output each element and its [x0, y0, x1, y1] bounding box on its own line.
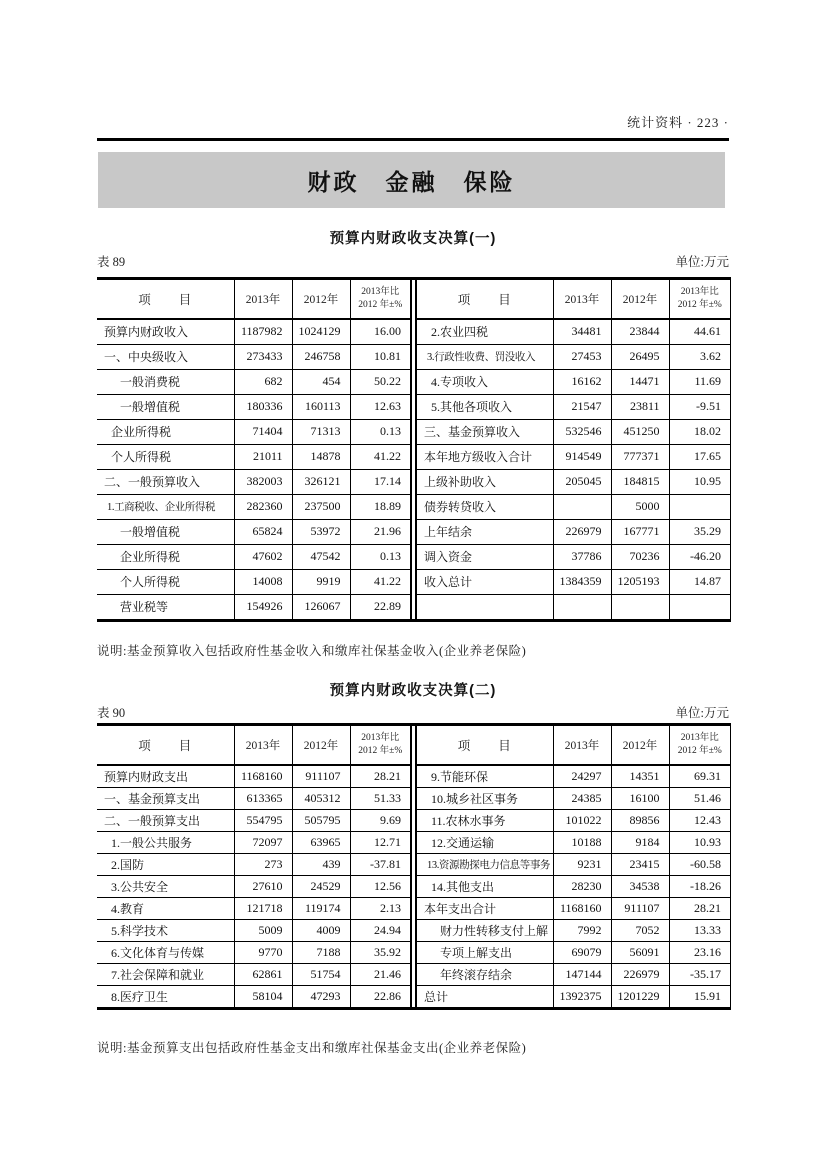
pct-cell: 14.87 — [669, 569, 730, 594]
pct-cell: 41.22 — [350, 444, 411, 469]
table-row — [416, 853, 730, 875]
value-2012-cell: 184815 — [611, 469, 669, 494]
year-2013-header: 2013年 — [553, 280, 611, 319]
table90-meta — [97, 703, 729, 721]
item-cell: 一般增值税 — [120, 525, 181, 539]
pct-cell: -46.20 — [669, 544, 730, 569]
table-row — [416, 963, 730, 985]
value-2012-cell: 63965 — [292, 831, 350, 853]
value-2013-cell: 282360 — [234, 494, 292, 519]
table-row — [97, 494, 411, 519]
table-row — [416, 519, 730, 544]
item-cell: 3.行政性收费、罚没收入 — [427, 352, 536, 363]
item-cell: 4.专项收入 — [431, 375, 489, 389]
value-2012-cell: 454 — [292, 369, 350, 394]
table-row — [97, 963, 411, 985]
item-cell: 预算内财政支出 — [104, 769, 189, 784]
item-col-header: 项 目 — [457, 293, 512, 307]
value-2013-cell: 21547 — [553, 394, 611, 419]
value-2013-cell: 9231 — [553, 853, 611, 875]
table-row — [97, 897, 411, 919]
table-row — [97, 419, 411, 444]
item-cell: 一般增值税 — [120, 400, 181, 414]
value-2012-cell: 439 — [292, 853, 350, 875]
value-2013-cell: 205045 — [553, 469, 611, 494]
table-header-row — [97, 726, 411, 765]
pct-header-line1: 2013年比 — [680, 287, 719, 298]
pct-cell: 15.91 — [669, 985, 730, 1007]
value-2012-cell: 24529 — [292, 875, 350, 897]
item-cell: 3.公共安全 — [111, 879, 169, 894]
pct-col-header — [669, 726, 730, 765]
pct-cell: 50.22 — [350, 369, 411, 394]
value-2012-cell: 119174 — [292, 897, 350, 919]
value-2012-cell: 451250 — [611, 419, 669, 444]
pct-cell: 17.65 — [669, 444, 730, 469]
pct-cell: 24.94 — [350, 919, 411, 941]
value-2013-cell: 147144 — [553, 963, 611, 985]
item-cell: 企业所得税 — [120, 550, 181, 564]
value-2012-cell: 53972 — [292, 519, 350, 544]
value-2013-cell: 532546 — [553, 419, 611, 444]
value-2012-cell: 126067 — [292, 594, 350, 619]
value-2013-cell: 16162 — [553, 369, 611, 394]
table-row — [416, 569, 730, 594]
pct-header-line2: 2012 年±% — [677, 300, 722, 310]
table-row — [416, 544, 730, 569]
table-row — [416, 765, 730, 787]
pct-cell: 51.33 — [350, 787, 411, 809]
item-cell: 收入总计 — [424, 575, 473, 589]
item-cell: 预算内财政收入 — [104, 325, 189, 340]
table89-left-body — [97, 319, 411, 619]
value-2012-cell: 71313 — [292, 419, 350, 444]
table-row — [416, 787, 730, 809]
table90 — [97, 723, 731, 1010]
value-2013-cell: 682 — [234, 369, 292, 394]
item-cell: 上级补助收入 — [424, 475, 497, 489]
item-cell: 9.节能环保 — [431, 769, 489, 784]
value-2012-cell: 226979 — [611, 963, 669, 985]
value-2013-cell — [553, 594, 611, 619]
pct-cell: -37.81 — [350, 853, 411, 875]
pct-cell: 10.93 — [669, 831, 730, 853]
pct-header-line2: 2012 年±% — [358, 746, 403, 756]
table-row — [97, 831, 411, 853]
value-2012-cell: 4009 — [292, 919, 350, 941]
value-2012-cell: 7188 — [292, 941, 350, 963]
pct-cell: 12.56 — [350, 875, 411, 897]
value-2013-cell: 7992 — [553, 919, 611, 941]
pct-cell: 18.02 — [669, 419, 730, 444]
item-cell: 8.医疗卫生 — [111, 989, 169, 1004]
item-cell: 5.其他各项收入 — [431, 400, 513, 414]
year-2013-header: 2013年 — [234, 726, 292, 765]
value-2013-cell: 47602 — [234, 544, 292, 569]
pct-cell: 51.46 — [669, 787, 730, 809]
table-row — [97, 853, 411, 875]
value-2012-cell: 47293 — [292, 985, 350, 1007]
item-cell: 5.科学技术 — [111, 923, 169, 938]
item-cell: 个人所得税 — [120, 575, 181, 589]
value-2013-cell: 1187982 — [234, 319, 292, 344]
year-2012-header: 2012年 — [292, 726, 350, 765]
value-2013-cell: 154926 — [234, 594, 292, 619]
year-2012-header: 2012年 — [611, 280, 669, 319]
pct-cell: 18.89 — [350, 494, 411, 519]
item-cell: 2.国防 — [111, 857, 145, 872]
item-cell: 12.交通运输 — [431, 835, 495, 850]
value-2013-cell: 24297 — [553, 765, 611, 787]
value-2012-cell: 1205193 — [611, 569, 669, 594]
pct-cell: 22.86 — [350, 985, 411, 1007]
pct-cell: 0.13 — [350, 419, 411, 444]
table-row — [97, 519, 411, 544]
value-2013-cell: 65824 — [234, 519, 292, 544]
value-2013-cell: 58104 — [234, 985, 292, 1007]
value-2012-cell: 326121 — [292, 469, 350, 494]
table89-unit: 单位:万元 — [675, 255, 729, 269]
value-2012-cell: 167771 — [611, 519, 669, 544]
pct-header-line1: 2013年比 — [361, 287, 400, 298]
value-2012-cell: 14471 — [611, 369, 669, 394]
pct-col-header — [669, 280, 730, 319]
item-cell: 一般消费税 — [120, 375, 181, 389]
value-2012-cell: 23844 — [611, 319, 669, 344]
item-cell: 13.资源勘探电力信息等事务 — [427, 859, 551, 871]
value-2012-cell: 1024129 — [292, 319, 350, 344]
table89-number: 表 89 — [97, 255, 126, 269]
table90-right-half — [415, 726, 730, 1007]
table89-meta — [97, 252, 729, 270]
value-2012-cell — [611, 594, 669, 619]
table-header-row — [416, 726, 730, 765]
value-2013-cell: 180336 — [234, 394, 292, 419]
item-cell: 一、中央级收入 — [104, 350, 189, 364]
item-cell: 个人所得税 — [111, 450, 172, 464]
value-2012-cell: 14351 — [611, 765, 669, 787]
value-2012-cell: 23811 — [611, 394, 669, 419]
table90-left-body — [97, 765, 411, 1007]
pct-cell: -35.17 — [669, 963, 730, 985]
value-2013-cell: 382003 — [234, 469, 292, 494]
value-2013-cell: 27453 — [553, 344, 611, 369]
pct-cell: 22.89 — [350, 594, 411, 619]
value-2013-cell: 1168160 — [234, 765, 292, 787]
table-row — [97, 809, 411, 831]
pct-cell: 12.43 — [669, 809, 730, 831]
pct-cell: 11.69 — [669, 369, 730, 394]
value-2012-cell: 237500 — [292, 494, 350, 519]
table90-number: 表 90 — [97, 706, 126, 720]
value-2013-cell — [553, 494, 611, 519]
pct-cell: -18.26 — [669, 875, 730, 897]
table-row — [416, 831, 730, 853]
pct-cell: 16.00 — [350, 319, 411, 344]
table-header-row — [97, 280, 411, 319]
pct-cell: 28.21 — [350, 765, 411, 787]
item-cell: 财力性转移支付上解 — [440, 923, 549, 938]
value-2012-cell: 89856 — [611, 809, 669, 831]
pct-header-line1: 2013年比 — [680, 733, 719, 744]
value-2013-cell: 101022 — [553, 809, 611, 831]
pct-cell: 21.96 — [350, 519, 411, 544]
running-head: 统计资料 · 223 · — [627, 115, 729, 130]
item-cell: 总计 — [424, 989, 449, 1004]
table-row — [97, 919, 411, 941]
item-cell: 调入资金 — [424, 550, 473, 564]
pct-cell: 12.63 — [350, 394, 411, 419]
pct-cell: 0.13 — [350, 544, 411, 569]
table89-right-half — [415, 280, 730, 619]
table-row — [416, 594, 730, 619]
table-row — [416, 444, 730, 469]
pct-cell: 10.95 — [669, 469, 730, 494]
value-2012-cell: 9184 — [611, 831, 669, 853]
value-2013-cell: 273433 — [234, 344, 292, 369]
pct-cell — [669, 494, 730, 519]
value-2013-cell: 9770 — [234, 941, 292, 963]
header-rule — [97, 138, 729, 141]
pct-cell: 10.81 — [350, 344, 411, 369]
value-2012-cell: 160113 — [292, 394, 350, 419]
pct-cell: 35.92 — [350, 941, 411, 963]
table-row — [97, 469, 411, 494]
value-2013-cell: 121718 — [234, 897, 292, 919]
value-2012-cell: 246758 — [292, 344, 350, 369]
pct-header-line2: 2012 年±% — [358, 300, 403, 310]
value-2013-cell: 554795 — [234, 809, 292, 831]
value-2013-cell: 1392375 — [553, 985, 611, 1007]
item-cell: 债券转贷收入 — [424, 500, 497, 514]
item-cell: 三、基金预算收入 — [424, 425, 521, 439]
pct-cell: 13.33 — [669, 919, 730, 941]
item-cell: 本年支出合计 — [424, 901, 497, 916]
value-2013-cell: 62861 — [234, 963, 292, 985]
table90-unit: 单位:万元 — [675, 706, 729, 720]
value-2013-cell: 10188 — [553, 831, 611, 853]
year-2012-header: 2012年 — [292, 280, 350, 319]
table-row — [97, 941, 411, 963]
pct-cell: 12.71 — [350, 831, 411, 853]
value-2013-cell: 1384359 — [553, 569, 611, 594]
pct-col-header — [350, 726, 411, 765]
item-cell: 企业所得税 — [111, 425, 172, 439]
table-row — [97, 787, 411, 809]
item-cell: 1.一般公共服务 — [111, 835, 193, 850]
table-row — [97, 394, 411, 419]
value-2013-cell: 27610 — [234, 875, 292, 897]
table-row — [97, 344, 411, 369]
value-2013-cell: 71404 — [234, 419, 292, 444]
table-row — [416, 419, 730, 444]
value-2012-cell: 9919 — [292, 569, 350, 594]
item-cell: 二、一般预算支出 — [104, 813, 201, 828]
pct-cell: 44.61 — [669, 319, 730, 344]
table-row — [416, 319, 730, 344]
value-2013-cell: 1168160 — [553, 897, 611, 919]
table-row — [97, 875, 411, 897]
table-row — [416, 875, 730, 897]
item-cell: 4.教育 — [111, 901, 145, 916]
pct-cell: 35.29 — [669, 519, 730, 544]
table-row — [416, 394, 730, 419]
item-cell: 一、基金预算支出 — [104, 791, 201, 806]
value-2012-cell: 51754 — [292, 963, 350, 985]
value-2012-cell: 5000 — [611, 494, 669, 519]
value-2012-cell: 70236 — [611, 544, 669, 569]
table-row — [97, 594, 411, 619]
value-2012-cell: 777371 — [611, 444, 669, 469]
value-2012-cell: 505795 — [292, 809, 350, 831]
item-cell: 营业税等 — [120, 600, 169, 615]
pct-cell — [669, 594, 730, 619]
value-2012-cell: 23415 — [611, 853, 669, 875]
pct-cell: 28.21 — [669, 897, 730, 919]
value-2012-cell: 47542 — [292, 544, 350, 569]
item-cell: 11.农林水事务 — [431, 813, 506, 828]
table90-note: 说明:基金预算支出包括政府性基金支出和缴库社保基金支出(企业养老保险) — [97, 1041, 527, 1055]
item-cell: 14.其他支出 — [431, 879, 495, 894]
value-2013-cell: 273 — [234, 853, 292, 875]
table-row — [416, 369, 730, 394]
value-2013-cell: 69079 — [553, 941, 611, 963]
item-cell: 1.工商税收、企业所得税 — [107, 502, 216, 513]
table90-title: 预算内财政收支决算(二) — [329, 683, 497, 699]
value-2013-cell: 28230 — [553, 875, 611, 897]
item-col-header: 项 目 — [138, 739, 193, 753]
pct-cell: 41.22 — [350, 569, 411, 594]
item-cell: 专项上解支出 — [440, 945, 513, 960]
pct-cell: 9.69 — [350, 809, 411, 831]
pct-cell: 17.14 — [350, 469, 411, 494]
value-2013-cell: 24385 — [553, 787, 611, 809]
value-2013-cell: 37786 — [553, 544, 611, 569]
item-cell: 上年结余 — [424, 525, 473, 539]
value-2013-cell: 14008 — [234, 569, 292, 594]
year-2013-header: 2013年 — [234, 280, 292, 319]
item-cell: 二、一般预算收入 — [104, 475, 201, 489]
pct-cell: -60.58 — [669, 853, 730, 875]
table-row — [416, 919, 730, 941]
value-2013-cell: 72097 — [234, 831, 292, 853]
table-row — [97, 544, 411, 569]
value-2013-cell: 613365 — [234, 787, 292, 809]
pct-header-line2: 2012 年±% — [677, 746, 722, 756]
table-row — [416, 941, 730, 963]
value-2012-cell: 405312 — [292, 787, 350, 809]
pct-cell: 2.13 — [350, 897, 411, 919]
item-cell: 年终滚存结余 — [440, 967, 513, 982]
pct-col-header — [350, 280, 411, 319]
value-2013-cell: 914549 — [553, 444, 611, 469]
value-2012-cell: 34538 — [611, 875, 669, 897]
year-2013-header: 2013年 — [553, 726, 611, 765]
table-row — [97, 985, 411, 1007]
item-cell: 本年地方级收入合计 — [424, 450, 533, 464]
value-2012-cell: 911107 — [611, 897, 669, 919]
pct-cell: 3.62 — [669, 344, 730, 369]
table-row — [416, 469, 730, 494]
value-2012-cell: 26495 — [611, 344, 669, 369]
pct-cell: -9.51 — [669, 394, 730, 419]
table89-note: 说明:基金预算收入包括政府性基金收入和缴库社保基金收入(企业养老保险) — [97, 644, 527, 658]
value-2012-cell: 16100 — [611, 787, 669, 809]
table-row — [97, 319, 411, 344]
value-2013-cell: 226979 — [553, 519, 611, 544]
value-2013-cell: 5009 — [234, 919, 292, 941]
table90-right-body — [416, 765, 730, 1007]
table-row — [416, 985, 730, 1007]
table-row — [416, 494, 730, 519]
item-cell: 2.农业四税 — [431, 325, 489, 340]
table89 — [97, 277, 731, 622]
table-header-row — [416, 280, 730, 319]
item-cell: 6.文化体育与传媒 — [111, 945, 205, 960]
pct-cell: 23.16 — [669, 941, 730, 963]
table-row — [416, 344, 730, 369]
value-2013-cell: 34481 — [553, 319, 611, 344]
value-2012-cell: 14878 — [292, 444, 350, 469]
item-col-header: 项 目 — [138, 293, 193, 307]
table-row — [97, 369, 411, 394]
table-row — [416, 897, 730, 919]
pct-header-line1: 2013年比 — [361, 733, 400, 744]
value-2012-cell: 911107 — [292, 765, 350, 787]
item-cell: 10.城乡社区事务 — [431, 791, 519, 806]
pct-cell: 21.46 — [350, 963, 411, 985]
value-2012-cell: 7052 — [611, 919, 669, 941]
section-banner — [98, 152, 725, 208]
value-2012-cell: 56091 — [611, 941, 669, 963]
item-col-header: 项 目 — [457, 739, 512, 753]
table-row — [416, 809, 730, 831]
table89-left-half — [97, 280, 412, 619]
item-cell: 7.社会保障和就业 — [111, 967, 205, 982]
table-row — [97, 765, 411, 787]
table89-title: 预算内财政收支决算(一) — [329, 231, 497, 247]
table89-right-body — [416, 319, 730, 619]
table-row — [97, 444, 411, 469]
year-2012-header: 2012年 — [611, 726, 669, 765]
table-row — [97, 569, 411, 594]
banner-title: 财政 金融 保险 — [307, 168, 516, 195]
table90-left-half — [97, 726, 412, 1007]
pct-cell: 69.31 — [669, 765, 730, 787]
value-2013-cell: 21011 — [234, 444, 292, 469]
value-2012-cell: 1201229 — [611, 985, 669, 1007]
item-cell — [416, 594, 553, 619]
